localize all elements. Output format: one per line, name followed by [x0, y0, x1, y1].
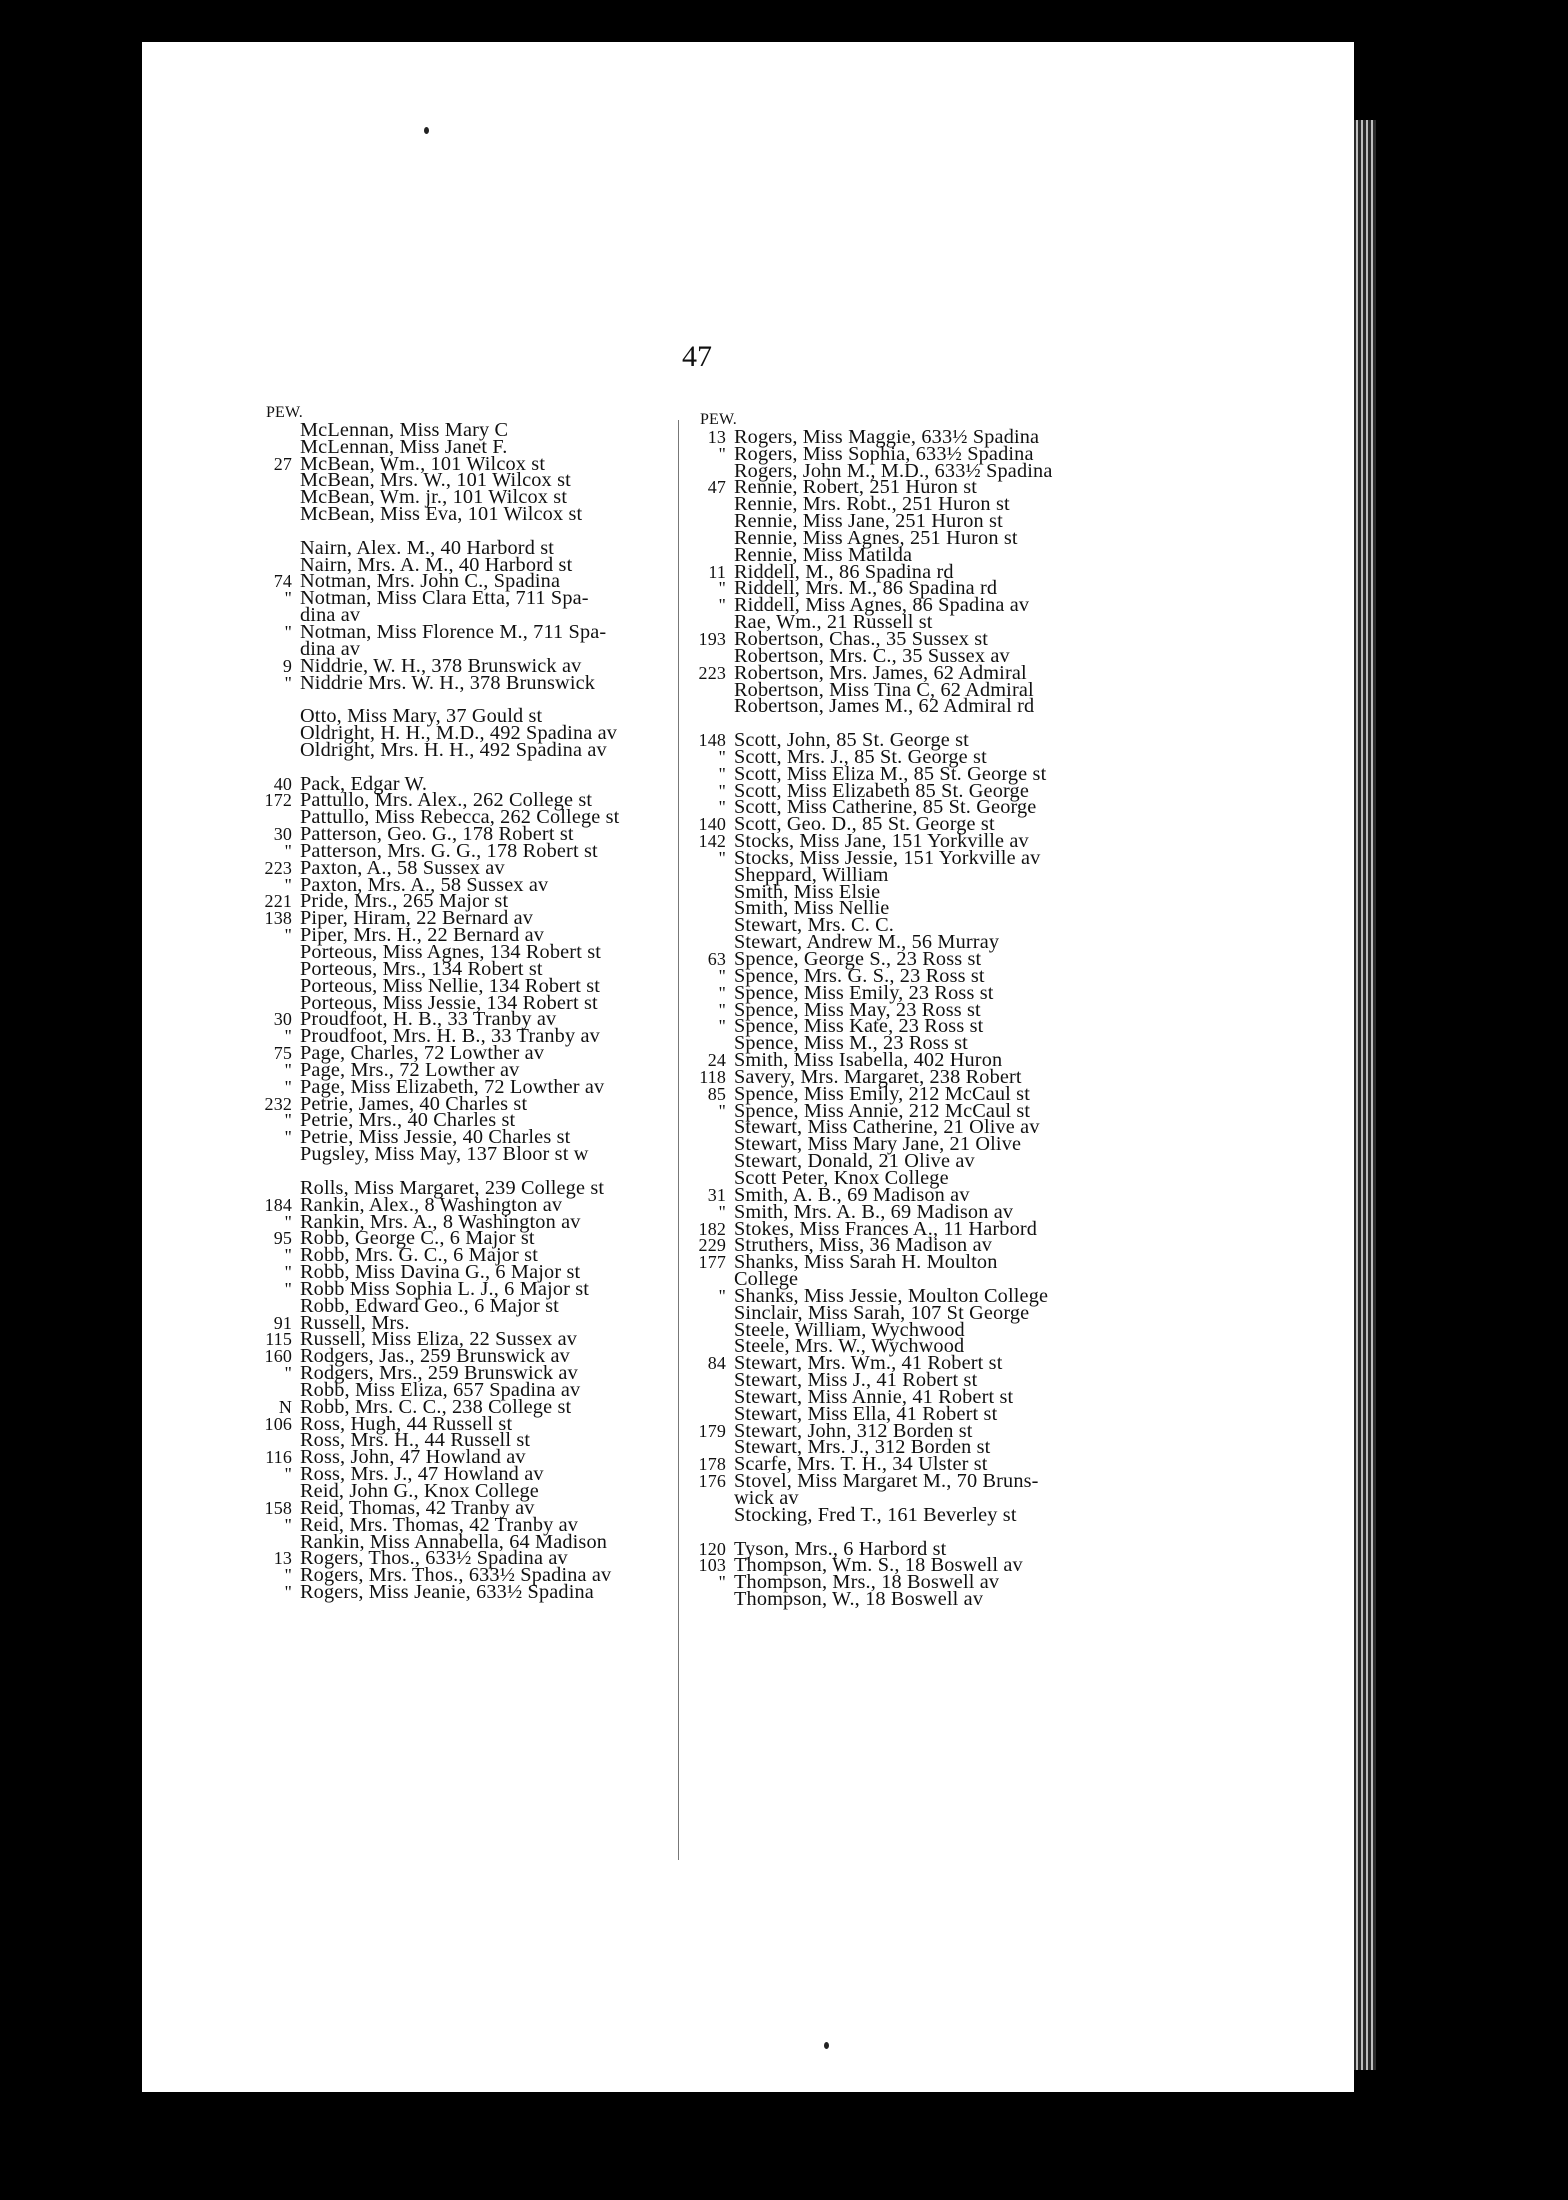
entry-text: Rogers, Miss Sophia, 633½ Spadina — [734, 442, 1034, 465]
entry-text: Savery, Mrs. Margaret, 238 Robert — [734, 1065, 1022, 1088]
pew-number — [692, 513, 734, 530]
entry-text: Spence, Miss Emily, 23 Ross st — [734, 981, 994, 1004]
entry-text: Stewart, Donald, 21 Olive av — [734, 1150, 975, 1173]
entry-text: Stocks, Miss Jane, 151 Yorkville av — [734, 830, 1029, 853]
entry-text: Scott, Miss Eliza M., 85 St. George st — [734, 762, 1047, 785]
pew-number: " — [718, 780, 726, 801]
entry-text: Notman, Miss Clara Etta, 711 Spa- — [300, 587, 589, 610]
pew-number: 118 — [699, 1066, 726, 1087]
pew-number: " — [718, 965, 726, 986]
entry-text: Petrie, James, 40 Charles st — [300, 1092, 528, 1115]
page-number: 47 — [682, 340, 712, 373]
entry-text: Rogers, Miss Maggie, 633½ Spadina — [734, 425, 1040, 448]
entry-text: Stewart, Miss Mary Jane, 21 Olive — [734, 1133, 1022, 1156]
entry-text: Porteous, Mrs., 134 Robert st — [300, 957, 543, 980]
pew-number: " — [718, 1201, 726, 1222]
pew-number: " — [718, 763, 726, 784]
directory-entry — [258, 671, 676, 694]
entry-text: Rolls, Miss Margaret, 239 College st — [300, 1176, 605, 1199]
pew-number: " — [284, 840, 292, 861]
directory-entry — [692, 1588, 1132, 1611]
pew-number: " — [284, 1076, 292, 1097]
entry-text: Scott, Mrs. J., 85 St. George st — [734, 745, 987, 768]
pew-number: " — [284, 1565, 292, 1586]
pew-number — [692, 698, 734, 715]
entry-text: Stokes, Miss Frances A., 11 Harbord — [734, 1217, 1038, 1240]
entry-text: Stocks, Miss Jessie, 151 Yorkville av — [734, 846, 1041, 869]
right-column-rows — [692, 425, 1132, 1611]
entry-text: Scott, John, 85 St. George st — [734, 729, 969, 752]
column-divider — [678, 420, 679, 1860]
entry-text: Shanks, Miss Sarah H. Moulton — [734, 1251, 998, 1274]
left-column-header: PEW. — [266, 404, 303, 421]
pew-number — [258, 742, 300, 759]
pew-number — [258, 540, 300, 557]
entry-text: Shanks, Miss Jessie, Moulton College — [734, 1284, 1049, 1307]
entry-text: Robertson, Mrs. James, 62 Admiral — [734, 661, 1027, 684]
entry-text: Reid, Thomas, 42 Tranby av — [300, 1496, 535, 1519]
pew-number: " — [284, 874, 292, 895]
entry-text: Stewart, Mrs. Wm., 41 Robert st — [734, 1352, 1003, 1375]
entry-text: McBean, Wm. jr., 101 Wilcox st — [300, 486, 568, 509]
entry-text: Pugsley, Miss May, 137 Bloor st w — [300, 1143, 589, 1166]
entry-text: Spence, Miss Emily, 212 McCaul st — [734, 1082, 1031, 1105]
entry-text: Rodgers, Jas., 259 Brunswick av — [300, 1345, 570, 1368]
ink-speck — [424, 127, 429, 134]
pew-number — [692, 1591, 734, 1608]
pew-number: 142 — [698, 831, 726, 852]
pew-number: 178 — [698, 1454, 726, 1475]
entry-text: Notman, Mrs. John C., Spadina — [300, 570, 561, 593]
entry-text: Spence, Miss Kate, 23 Ross st — [734, 1015, 984, 1038]
pew-number: 120 — [698, 1538, 726, 1559]
entry-text: Scarfe, Mrs. T. H., 34 Ulster st — [734, 1453, 988, 1476]
pew-number — [692, 917, 734, 934]
entry-text: McBean, Mrs. W., 101 Wilcox st — [300, 469, 571, 492]
pew-number: 172 — [264, 790, 292, 811]
entry-text: Stewart, John, 312 Borden st — [734, 1419, 973, 1442]
entry-text: Thompson, W., 18 Boswell av — [734, 1588, 984, 1611]
pew-number: " — [284, 672, 292, 693]
entry-text: Scott, Miss Catherine, 85 St. George — [734, 796, 1037, 819]
entry-text: Rodgers, Mrs., 259 Brunswick av — [300, 1362, 578, 1385]
entry-text: wick av — [734, 1487, 799, 1509]
entry-text: Niddrie Mrs. W. H., 378 Brunswick — [300, 671, 596, 694]
pew-number: 177 — [698, 1252, 726, 1273]
pew-number: 84 — [707, 1353, 726, 1374]
entry-text: Stewart, Miss Annie, 41 Robert st — [734, 1385, 1014, 1408]
entry-text: Patterson, Geo. G., 178 Robert st — [300, 823, 574, 846]
pew-number — [692, 1271, 734, 1288]
entry-text: Page, Miss Elizabeth, 72 Lowther av — [300, 1075, 605, 1098]
entry-text: Nairn, Mrs. A. M., 40 Harbord st — [300, 553, 573, 576]
entry-text: Stewart, Miss J., 41 Robert st — [734, 1369, 978, 1392]
entry-text: Ross, Mrs. H., 44 Russell st — [300, 1429, 531, 1452]
entry-text: Robb, Mrs. C. C., 238 College st — [300, 1395, 572, 1418]
entry-text: Pride, Mrs., 265 Major st — [300, 890, 509, 913]
pew-number: 30 — [273, 1009, 292, 1030]
entry-text: Stewart, Andrew M., 56 Murray — [734, 931, 1000, 954]
entry-text: Robertson, James M., 62 Admiral rd — [734, 695, 1035, 718]
directory-entry — [692, 695, 1132, 718]
entry-text: Rennie, Mrs. Robt., 251 Huron st — [734, 493, 1010, 516]
pew-number: " — [718, 1016, 726, 1037]
entry-text: Piper, Mrs. H., 22 Bernard av — [300, 924, 545, 947]
pew-number: 13 — [707, 426, 726, 447]
entry-text: Robertson, Chas., 35 Sussex st — [734, 627, 989, 650]
entry-text: Robb, Miss Eliza, 657 Spadina av — [300, 1378, 581, 1401]
entry-text: Reid, Mrs. Thomas, 42 Tranby av — [300, 1513, 579, 1536]
pew-number — [258, 978, 300, 995]
entry-text: Page, Mrs., 72 Lowther av — [300, 1058, 520, 1081]
entry-text: Sheppard, William — [734, 863, 889, 886]
entry-text: Russell, Mrs. — [300, 1311, 410, 1334]
pew-number: " — [718, 1285, 726, 1306]
pew-number — [692, 900, 734, 917]
pew-number — [258, 641, 300, 658]
entry-text: Porteous, Miss Nellie, 134 Robert st — [300, 974, 601, 997]
entry-text: Scott Peter, Knox College — [734, 1166, 949, 1189]
entry-text: Paxton, A., 58 Sussex av — [300, 856, 505, 879]
entry-text: Notman, Miss Florence M., 711 Spa- — [300, 620, 607, 643]
pew-number: " — [284, 1245, 292, 1266]
pew-number: 229 — [698, 1235, 726, 1256]
pew-number: 182 — [698, 1218, 726, 1239]
pew-number — [258, 961, 300, 978]
pew-number: " — [284, 1110, 292, 1131]
pew-number: " — [284, 1262, 292, 1283]
directory-entry — [258, 503, 676, 526]
entry-text: Thompson, Mrs., 18 Boswell av — [734, 1571, 1000, 1594]
pew-number: 106 — [264, 1413, 292, 1434]
right-column — [692, 411, 1132, 1611]
pew-number: " — [718, 847, 726, 868]
entry-text: Smith, Miss Nellie — [734, 897, 890, 920]
entry-text: Patterson, Mrs. G. G., 178 Robert st — [300, 839, 598, 862]
entry-text: McBean, Wm., 101 Wilcox st — [300, 452, 546, 475]
pew-number: 193 — [698, 628, 726, 649]
entry-text: Smith, Mrs. A. B., 69 Madison av — [734, 1200, 1014, 1223]
pew-number: " — [284, 1026, 292, 1047]
pew-number: " — [284, 588, 292, 609]
pew-number: 30 — [273, 824, 292, 845]
pew-number: " — [718, 1572, 726, 1593]
ink-speck — [824, 2042, 829, 2049]
pew-number: 176 — [698, 1471, 726, 1492]
pew-number: 75 — [273, 1043, 292, 1064]
entry-text: Oldright, Mrs. H. H., 492 Spadina av — [300, 738, 607, 761]
entry-text: Robertson, Miss Tina C, 62 Admiral — [734, 678, 1034, 701]
directory-entry — [258, 1143, 676, 1166]
entry-text: Ross, Mrs. J., 47 Howland av — [300, 1463, 544, 1486]
pew-number: " — [284, 1514, 292, 1535]
entry-text: Scott, Miss Elizabeth 85 St. George — [734, 779, 1029, 802]
pew-number — [692, 1490, 734, 1507]
entry-text: Rogers, Thos., 633½ Spadina av — [300, 1547, 568, 1570]
entry-text: Rankin, Mrs. A., 8 Washington av — [300, 1210, 581, 1233]
pew-number: " — [284, 925, 292, 946]
entry-text: Steele, Mrs. W., Wychwood — [734, 1335, 965, 1358]
entry-text: Ross, John, 47 Howland av — [300, 1446, 526, 1469]
entry-text: Stovel, Miss Margaret M., 70 Bruns- — [734, 1470, 1039, 1493]
pew-number: 47 — [707, 477, 726, 498]
pew-number — [258, 489, 300, 506]
pew-number: 223 — [264, 857, 292, 878]
entry-text: Riddell, Mrs. M., 86 Spadina rd — [734, 577, 998, 600]
pew-number — [692, 496, 734, 513]
pew-number: " — [718, 999, 726, 1020]
entry-text: McBean, Miss Eva, 101 Wilcox st — [300, 503, 583, 526]
entry-text: Spence, George S., 23 Ross st — [734, 948, 982, 970]
pew-number — [692, 1507, 734, 1524]
entry-text: Pack, Edgar W. — [300, 772, 428, 795]
entry-text: Robb, Mrs. G. C., 6 Major st — [300, 1244, 539, 1267]
entry-text: Rankin, Alex., 8 Washington av — [300, 1193, 563, 1216]
entry-text: Oldright, H. H., M.D., 492 Spadina av — [300, 722, 618, 745]
pew-number — [692, 682, 734, 699]
pew-number — [692, 867, 734, 884]
pew-number: 179 — [698, 1420, 726, 1441]
entry-text: Niddrie, W. H., 378 Brunswick av — [300, 654, 582, 677]
left-column — [258, 404, 676, 1604]
pew-number: 31 — [707, 1184, 726, 1205]
entry-text: Robb, Edward Geo., 6 Major st — [300, 1294, 559, 1317]
entry-text: Otto, Miss Mary, 37 Gould st — [300, 705, 543, 728]
pew-number: 11 — [708, 561, 726, 582]
entry-text: Rennie, Robert, 251 Huron st — [734, 476, 978, 499]
pew-number: " — [284, 1363, 292, 1384]
pew-number — [258, 523, 300, 540]
pew-number: " — [284, 1278, 292, 1299]
entry-text: Reid, John G., Knox College — [300, 1480, 539, 1502]
pew-number: 148 — [698, 730, 726, 751]
entry-text: Rennie, Miss Matilda — [734, 543, 913, 566]
entry-text: Paxton, Mrs. A., 58 Sussex av — [300, 873, 549, 896]
entry-text: Porteous, Miss Jessie, 134 Robert st — [300, 991, 598, 1014]
pew-number: " — [284, 1582, 292, 1603]
pew-number: " — [718, 982, 726, 1003]
entry-text: Porteous, Miss Agnes, 134 Robert st — [300, 941, 602, 963]
entry-text: Stewart, Miss Catherine, 21 Olive av — [734, 1116, 1040, 1139]
entry-text: Rennie, Miss Jane, 251 Huron st — [734, 510, 1003, 533]
pew-number: 103 — [698, 1555, 726, 1576]
entry-text: Smith, Miss Isabella, 402 Huron — [734, 1049, 1003, 1072]
entry-text: Stewart, Mrs. C. C. — [734, 914, 895, 937]
entry-text: Robb, Miss Davina G., 6 Major st — [300, 1261, 581, 1284]
entry-text: Rogers, Mrs. Thos., 633½ Spadina av — [300, 1564, 612, 1587]
pew-number: 74 — [273, 571, 292, 592]
entry-text: Stocking, Fred T., 161 Beverley st — [734, 1503, 1017, 1526]
pew-number: " — [284, 1211, 292, 1232]
pew-number: 138 — [264, 908, 292, 929]
entry-text: Pattullo, Mrs. Alex., 262 College st — [300, 789, 593, 812]
entry-text: Spence, Miss Annie, 212 McCaul st — [734, 1099, 1031, 1122]
pew-number — [258, 472, 300, 489]
pew-number: 158 — [264, 1497, 292, 1518]
pew-number — [258, 691, 300, 708]
pew-number — [258, 708, 300, 725]
entry-text: Proudfoot, H. B., 33 Tranby av — [300, 1008, 557, 1031]
pew-number — [258, 422, 300, 439]
entry-text: Russell, Miss Eliza, 22 Sussex av — [300, 1328, 578, 1351]
right-column-header: PEW. — [700, 411, 737, 428]
directory-entry — [258, 1581, 676, 1604]
pew-number: " — [718, 1100, 726, 1121]
pew-number: 13 — [273, 1548, 292, 1569]
pew-number: 95 — [273, 1228, 292, 1249]
pew-number — [692, 1524, 734, 1541]
pew-number — [258, 607, 300, 624]
pew-number: " — [284, 1127, 292, 1148]
directory-entry — [258, 738, 676, 761]
pew-number: 184 — [264, 1194, 292, 1215]
entry-text: Rennie, Miss Agnes, 251 Huron st — [734, 526, 1018, 549]
entry-text: Proudfoot, Mrs. H. B., 33 Tranby av — [300, 1025, 600, 1048]
pew-number: 221 — [264, 891, 292, 912]
pew-number: 160 — [264, 1346, 292, 1367]
entry-text: Thompson, Wm. S., 18 Boswell av — [734, 1554, 1023, 1577]
entry-text: Rae, Wm., 21 Russell st — [734, 611, 933, 634]
left-column-rows — [258, 418, 676, 1604]
entry-text: Stewart, Mrs. J., 312 Borden st — [734, 1436, 991, 1459]
entry-text: Smith, Miss Elsie — [734, 880, 881, 903]
pew-number: 24 — [707, 1050, 726, 1071]
pew-number: " — [284, 1464, 292, 1485]
entry-text: Riddell, M., 86 Spadina rd — [734, 560, 954, 583]
pew-number: " — [718, 595, 726, 616]
entry-text: Rogers, Miss Jeanie, 633½ Spadina — [300, 1581, 594, 1604]
pew-number — [258, 1146, 300, 1163]
entry-text: Robb Miss Sophia L. J., 6 Major st — [300, 1277, 590, 1300]
pew-number — [258, 506, 300, 523]
directory-entry — [692, 1503, 1132, 1526]
pew-number — [258, 725, 300, 742]
pew-number: 116 — [265, 1447, 292, 1468]
pew-number — [258, 944, 300, 961]
entry-text: Page, Charles, 72 Lowther av — [300, 1042, 545, 1065]
entry-text: Riddell, Miss Agnes, 86 Spadina av — [734, 594, 1030, 617]
pew-number: 63 — [707, 949, 726, 969]
pew-number: 27 — [273, 453, 292, 474]
entry-text: Tyson, Mrs., 6 Harbord st — [734, 1537, 947, 1560]
pew-number — [692, 1389, 734, 1406]
entry-text: dina av — [300, 637, 361, 660]
pew-number — [692, 1153, 734, 1170]
entry-text: Struthers, Miss, 36 Madison av — [734, 1234, 993, 1257]
pew-number — [692, 530, 734, 547]
entry-text: Spence, Miss M., 23 Ross st — [734, 1032, 968, 1055]
pew-number: " — [718, 578, 726, 599]
pew-number — [692, 1322, 734, 1339]
entry-text: Petrie, Miss Jessie, 40 Charles st — [300, 1126, 571, 1149]
pew-number: 140 — [698, 814, 726, 835]
entry-text: Steele, William, Wychwood — [734, 1318, 965, 1341]
pew-number: 9 — [282, 655, 292, 676]
entry-text: Spence, Mrs. G. S., 23 Ross st — [734, 964, 985, 987]
pew-number — [692, 884, 734, 901]
pew-number — [692, 1136, 734, 1153]
pew-number — [258, 1163, 300, 1180]
pew-number: 40 — [273, 773, 292, 794]
entry-text: College — [734, 1268, 799, 1291]
entry-text: Nairn, Alex. M., 40 Harbord st — [300, 536, 555, 559]
entry-text: Scott, Geo. D., 85 St. George st — [734, 813, 995, 836]
pew-number: 232 — [264, 1093, 292, 1114]
entry-text: Rankin, Miss Annabella, 64 Madison — [300, 1530, 608, 1553]
pew-number: 91 — [273, 1312, 292, 1333]
entry-text: Robb, George C., 6 Major st — [300, 1227, 535, 1250]
pew-number: " — [718, 746, 726, 767]
entry-text: McLennan, Miss Janet F. — [300, 435, 508, 458]
entry-text: Robertson, Mrs. C., 35 Sussex av — [734, 644, 1010, 667]
pew-number: " — [284, 621, 292, 642]
pew-number: 223 — [698, 662, 726, 683]
entry-text: Piper, Hiram, 22 Bernard av — [300, 907, 534, 930]
entry-text: Rogers, John M., M.D., 633½ Spadina — [734, 459, 1053, 482]
entry-text: Stewart, Miss Ella, 41 Robert st — [734, 1402, 998, 1425]
entry-text: Spence, Miss May, 23 Ross st — [734, 998, 981, 1021]
pew-number: " — [718, 443, 726, 464]
entry-text: dina av — [300, 604, 361, 627]
pew-number: " — [718, 797, 726, 818]
entry-text: Ross, Hugh, 44 Russell st — [300, 1412, 513, 1435]
entry-text: Smith, A. B., 69 Madison av — [734, 1183, 970, 1206]
pew-number — [692, 1305, 734, 1322]
pew-number: 115 — [265, 1329, 292, 1350]
entry-text: Pattullo, Miss Rebecca, 262 College st — [300, 806, 620, 829]
entry-text: McLennan, Miss Mary C — [300, 418, 509, 441]
pew-number: N — [278, 1396, 292, 1417]
pew-number — [692, 1119, 734, 1136]
entry-text: Sinclair, Miss Sarah, 107 St George — [734, 1301, 1030, 1324]
pew-number: 85 — [707, 1083, 726, 1104]
entry-text: Petrie, Mrs., 40 Charles st — [300, 1109, 516, 1132]
pew-number: " — [284, 1059, 292, 1080]
pew-number — [258, 439, 300, 456]
pew-number — [692, 1372, 734, 1389]
